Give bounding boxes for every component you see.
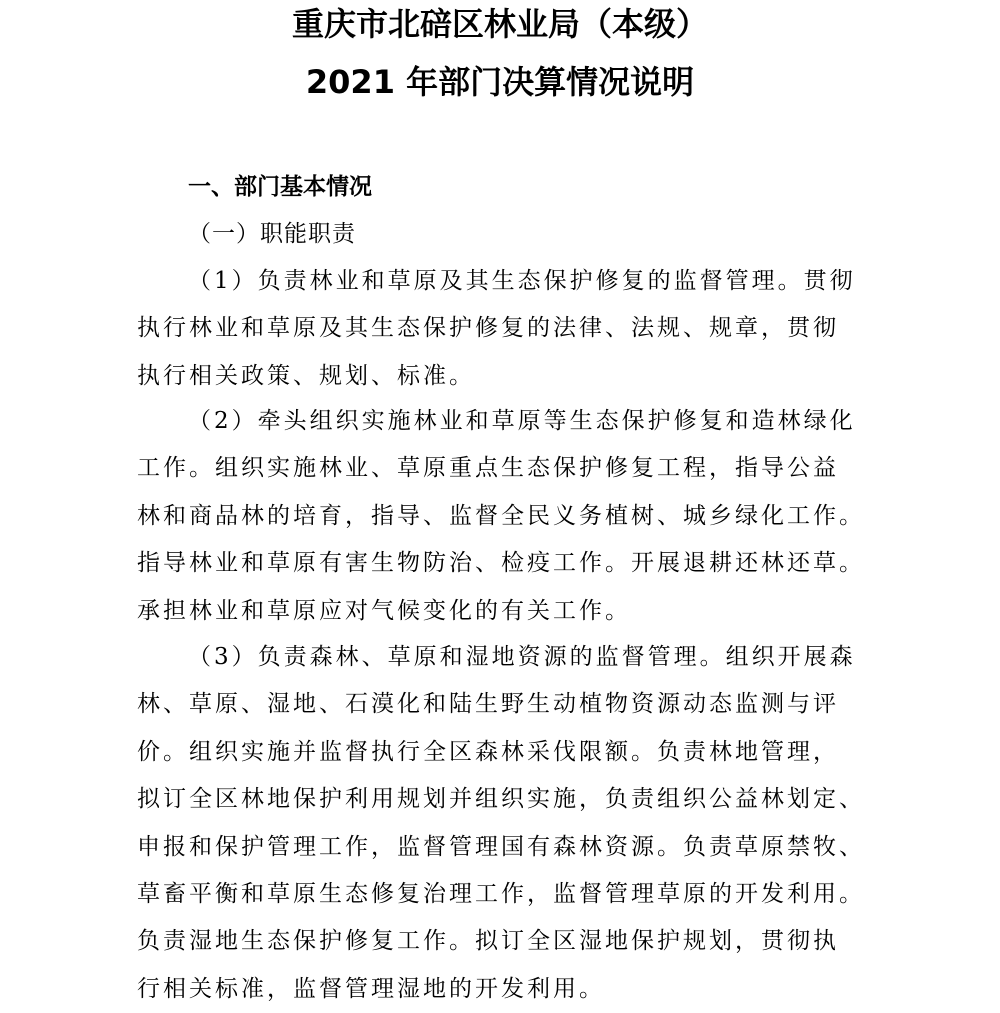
- paragraph-line: 申报和保护管理工作，监督管理国有森林资源。负责草原禁牧、: [137, 833, 865, 860]
- paragraph-line: 承担林业和草原应对气候变化的有关工作。: [137, 597, 631, 624]
- paragraph-3: [137, 634, 897, 1013]
- document-title-line-2: 2021 年部门决算情况说明: [305, 63, 695, 101]
- subsection-heading: （一）职能职责: [188, 221, 356, 247]
- paragraph-line: 负责湿地生态保护修复工作。拟订全区湿地保护规划，贯彻执: [137, 928, 839, 955]
- paragraph-line: （1）负责林业和草原及其生态保护修复的监督管理。贯彻: [188, 268, 856, 294]
- paragraph-line: 指导林业和草原有害生物防治、检疫工作。开展退耕还林还草。: [137, 550, 865, 577]
- paragraph-2: [137, 398, 897, 635]
- document-title-line-1: 重庆市北碚区林业局（本级）: [291, 5, 708, 43]
- paragraph-line: 林和商品林的培育，指导、监督全民义务植树、城乡绿化工作。: [137, 502, 865, 529]
- paragraph-1: [137, 258, 897, 400]
- paragraph-line: 价。组织实施并监督执行全区森林采伐限额。负责林地管理，: [137, 738, 839, 765]
- paragraph-line: 行相关标准，监督管理湿地的开发利用。: [137, 975, 605, 1002]
- paragraph-line: 草畜平衡和草原生态修复治理工作，监督管理草原的开发利用。: [137, 880, 865, 907]
- paragraph-line: 执行林业和草原及其生态保护修复的法律、法规、规章，贯彻: [137, 315, 839, 342]
- section-heading: 一、部门基本情况: [188, 174, 372, 200]
- paragraph-line: 执行相关政策、规划、标准。: [137, 362, 475, 389]
- paragraph-line: 林、草原、湿地、石漠化和陆生野生动植物资源动态监测与评: [137, 691, 839, 718]
- paragraph-line: 工作。组织实施林业、草原重点生态保护修复工程，指导公益: [137, 455, 839, 482]
- paragraph-line: 拟订全区林地保护利用规划并组织实施，负责组织公益林划定、: [137, 786, 865, 813]
- paragraph-line: （2）牵头组织实施林业和草原等生态保护修复和造林绿化: [188, 408, 856, 434]
- paragraph-line: （3）负责森林、草原和湿地资源的监督管理。组织开展森: [188, 644, 856, 670]
